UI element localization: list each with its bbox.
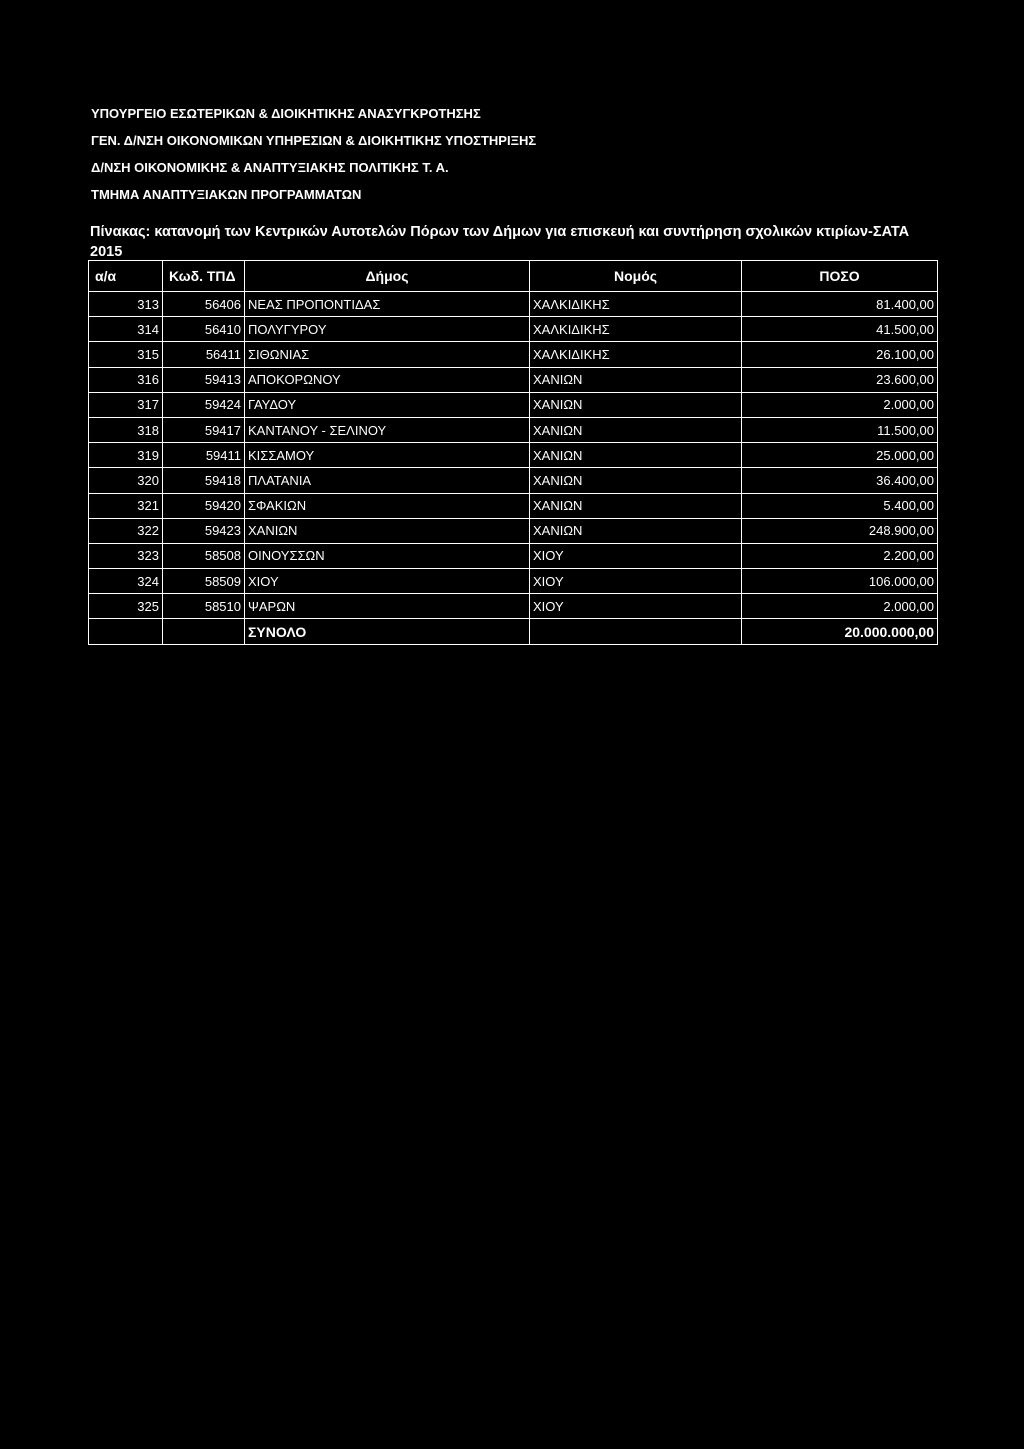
table-row [89,518,938,543]
cell-prefecture: ΧΑΝΙΩΝ [530,417,742,442]
cell-aa: 313 [89,292,163,317]
cell-amount: 11.500,00 [742,417,938,442]
cell-prefecture: ΧΙΟΥ [530,594,742,619]
column-header-municipality: Δήμος [245,261,530,292]
total-amount: 20.000.000,00 [742,619,938,644]
cell-code: 59424 [163,392,245,417]
header-line-general-directorate: ΓΕΝ. Δ/ΝΣΗ ΟΙΚΟΝΟΜΙΚΩΝ ΥΠΗΡΕΣΙΩΝ & ΔΙΟΙΚΗΤΙΚΗΣ ΥΠΟΣΤΗΡΙΞΗΣ [91,133,537,148]
cell-amount: 23.600,00 [742,367,938,392]
cell-prefecture: ΧΑΝΙΩΝ [530,493,742,518]
cell-amount: 2.200,00 [742,543,938,568]
cell-code: 59411 [163,443,245,468]
cell-prefecture: ΧΑΝΙΩΝ [530,518,742,543]
table-row [89,392,938,417]
column-header-prefecture: Νομός [530,261,742,292]
header-line-directorate: Δ/ΝΣΗ ΟΙΚΟΝΟΜΙΚΗΣ & ΑΝΑΠΤΥΞΙΑΚΗΣ ΠΟΛΙΤΙΚΗΣ Τ. Α. [91,160,449,175]
total-empty-prefecture [530,619,742,644]
cell-amount: 2.000,00 [742,594,938,619]
cell-municipality: ΓΑΥΔΟΥ [245,392,530,417]
cell-prefecture: ΧΑΝΙΩΝ [530,443,742,468]
cell-prefecture: ΧΑΝΙΩΝ [530,392,742,417]
cell-prefecture: ΧΑΛΚΙΔΙΚΗΣ [530,317,742,342]
cell-aa: 314 [89,317,163,342]
column-header-code: Κωδ. ΤΠΔ [163,261,245,292]
cell-code: 59413 [163,367,245,392]
total-empty-code [163,619,245,644]
cell-aa: 315 [89,342,163,367]
table-caption: Πίνακας: κατανομή των Κεντρικών Αυτοτελών Πόρων των Δήμων για επισκευή και συντήρηση σχολικών κτιρίων-ΣΑΤΑ 2015 [90,224,910,260]
table-row [89,543,938,568]
cell-amount: 25.000,00 [742,443,938,468]
cell-municipality: ΣΙΘΩΝΙΑΣ [245,342,530,367]
cell-municipality: ΠΟΛΥΓΥΡΟΥ [245,317,530,342]
cell-prefecture: ΧΑΝΙΩΝ [530,367,742,392]
column-header-amount: ΠΟΣΟ [742,261,938,292]
cell-municipality: ΣΦΑΚΙΩΝ [245,493,530,518]
cell-municipality: ΧΙΟΥ [245,569,530,594]
cell-aa: 316 [89,367,163,392]
cell-aa: 322 [89,518,163,543]
cell-aa: 320 [89,468,163,493]
cell-municipality: ΑΠΟΚΟΡΩΝΟΥ [245,367,530,392]
cell-municipality: ΠΛΑΤΑΝΙΑ [245,468,530,493]
cell-code: 58508 [163,543,245,568]
cell-amount: 81.400,00 [742,292,938,317]
cell-prefecture: ΧΑΛΚΙΔΙΚΗΣ [530,292,742,317]
table-row [89,493,938,518]
cell-code: 59417 [163,417,245,442]
cell-aa: 325 [89,594,163,619]
cell-municipality: ΟΙΝΟΥΣΣΩΝ [245,543,530,568]
cell-municipality: ΝΕΑΣ ΠΡΟΠΟΝΤΙΔΑΣ [245,292,530,317]
header-line-department: ΤΜΗΜΑ ΑΝΑΠΤΥΞΙΑΚΩΝ ΠΡΟΓΡΑΜΜΑΤΩΝ [91,187,362,202]
allocation-table [88,260,938,645]
table-row [89,367,938,392]
cell-amount: 26.100,00 [742,342,938,367]
table-row [89,443,938,468]
cell-code: 56410 [163,317,245,342]
cell-aa: 321 [89,493,163,518]
cell-amount: 5.400,00 [742,493,938,518]
cell-municipality: ΨΑΡΩΝ [245,594,530,619]
table-row [89,594,938,619]
cell-aa: 323 [89,543,163,568]
cell-amount: 248.900,00 [742,518,938,543]
cell-code: 59423 [163,518,245,543]
cell-prefecture: ΧΑΝΙΩΝ [530,468,742,493]
cell-aa: 318 [89,417,163,442]
table-row [89,468,938,493]
cell-amount: 36.400,00 [742,468,938,493]
cell-aa: 324 [89,569,163,594]
cell-amount: 41.500,00 [742,317,938,342]
cell-municipality: ΚΙΣΣΑΜΟΥ [245,443,530,468]
cell-aa: 319 [89,443,163,468]
cell-code: 58510 [163,594,245,619]
table-header-row [89,261,938,292]
table-row [89,569,938,594]
table-row [89,342,938,367]
total-empty-aa [89,619,163,644]
header-line-ministry: ΥΠΟΥΡΓΕΙΟ ΕΣΩΤΕΡΙΚΩΝ & ΔΙΟΙΚΗΤΙΚΗΣ ΑΝΑΣΥΓΚΡΟΤΗΣΗΣ [91,106,481,121]
ministry-header [91,100,536,208]
cell-code: 58509 [163,569,245,594]
cell-amount: 106.000,00 [742,569,938,594]
total-label: ΣΥΝΟΛΟ [245,619,530,644]
table-row [89,292,938,317]
cell-code: 56411 [163,342,245,367]
total-row [89,619,938,644]
table-row [89,417,938,442]
cell-prefecture: ΧΙΟΥ [530,569,742,594]
cell-prefecture: ΧΑΛΚΙΔΙΚΗΣ [530,342,742,367]
cell-municipality: ΧΑΝΙΩΝ [245,518,530,543]
cell-municipality: ΚΑΝΤΑΝΟΥ - ΣΕΛΙΝΟΥ [245,417,530,442]
cell-prefecture: ΧΙΟΥ [530,543,742,568]
column-header-aa: α/α [89,261,163,292]
cell-code: 59420 [163,493,245,518]
cell-code: 59418 [163,468,245,493]
table-body [89,292,938,645]
table-row [89,317,938,342]
cell-amount: 2.000,00 [742,392,938,417]
cell-aa: 317 [89,392,163,417]
cell-code: 56406 [163,292,245,317]
